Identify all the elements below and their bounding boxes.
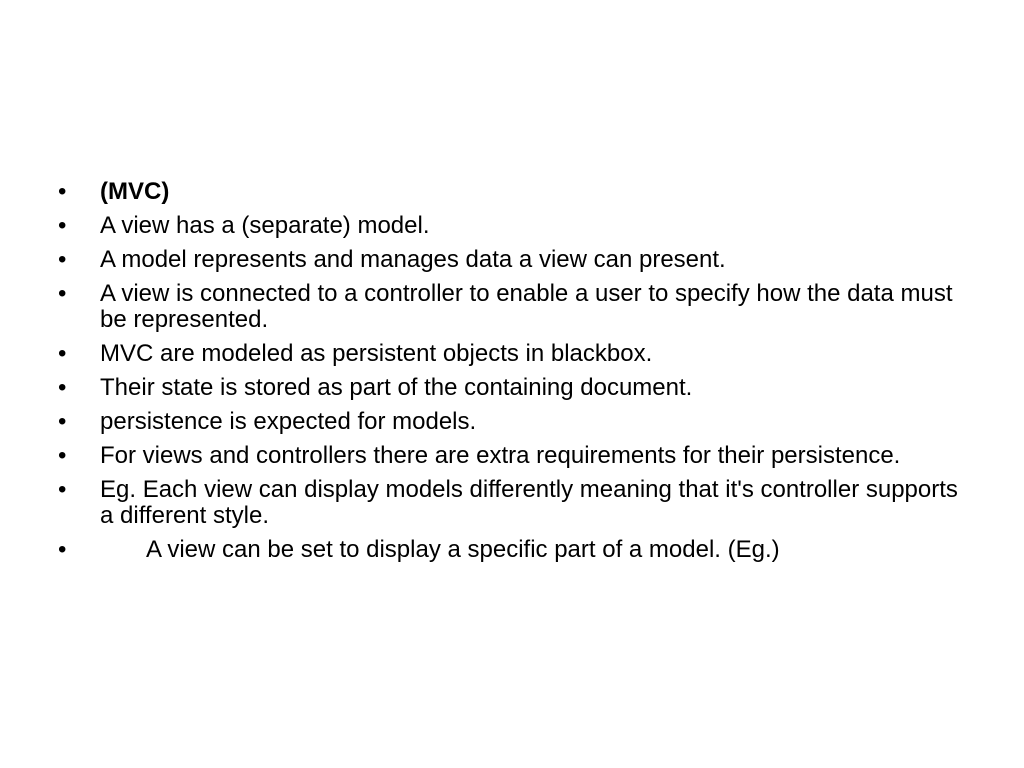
bullet-item [58,443,958,469]
bullet-icon: • [58,442,67,469]
bullet-icon: • [58,212,67,239]
bullet-item [58,341,958,367]
bullet-text: A view can be set to display a specific part of a model. (Eg.) [146,536,780,563]
bullet-icon: • [58,536,67,563]
bullet-icon: • [58,246,67,273]
bullet-text: A model represents and manages data a view can present. [100,246,726,273]
bullet-item [58,281,958,333]
bullet-list [58,179,958,571]
bullet-text: Eg. Each view can display models differently meaning that it's controller supports a different style. [100,476,958,529]
bullet-item [58,409,958,435]
bullet-item [58,375,958,401]
bullet-item-mvc-heading [58,179,958,205]
bullet-text: Their state is stored as part of the containing document. [100,374,693,401]
bullet-text: (MVC) [100,178,170,205]
bullet-icon: • [58,340,67,367]
bullet-icon: • [58,280,67,307]
bullet-icon: • [58,408,67,435]
bullet-text: A view is connected to a controller to enable a user to specify how the data must be represented. [100,280,953,333]
bullet-item [58,247,958,273]
bullet-icon: • [58,374,67,401]
bullet-text: For views and controllers there are extra requirements for their persistence. [100,442,901,469]
bullet-item [58,537,958,563]
bullet-item [58,213,958,239]
bullet-text: persistence is expected for models. [100,408,477,435]
bullet-icon: • [58,178,67,205]
bullet-item [58,477,958,529]
bullet-text: A view has a (separate) model. [100,212,430,239]
bullet-icon: • [58,476,67,503]
bullet-text: MVC are modeled as persistent objects in blackbox. [100,340,653,367]
